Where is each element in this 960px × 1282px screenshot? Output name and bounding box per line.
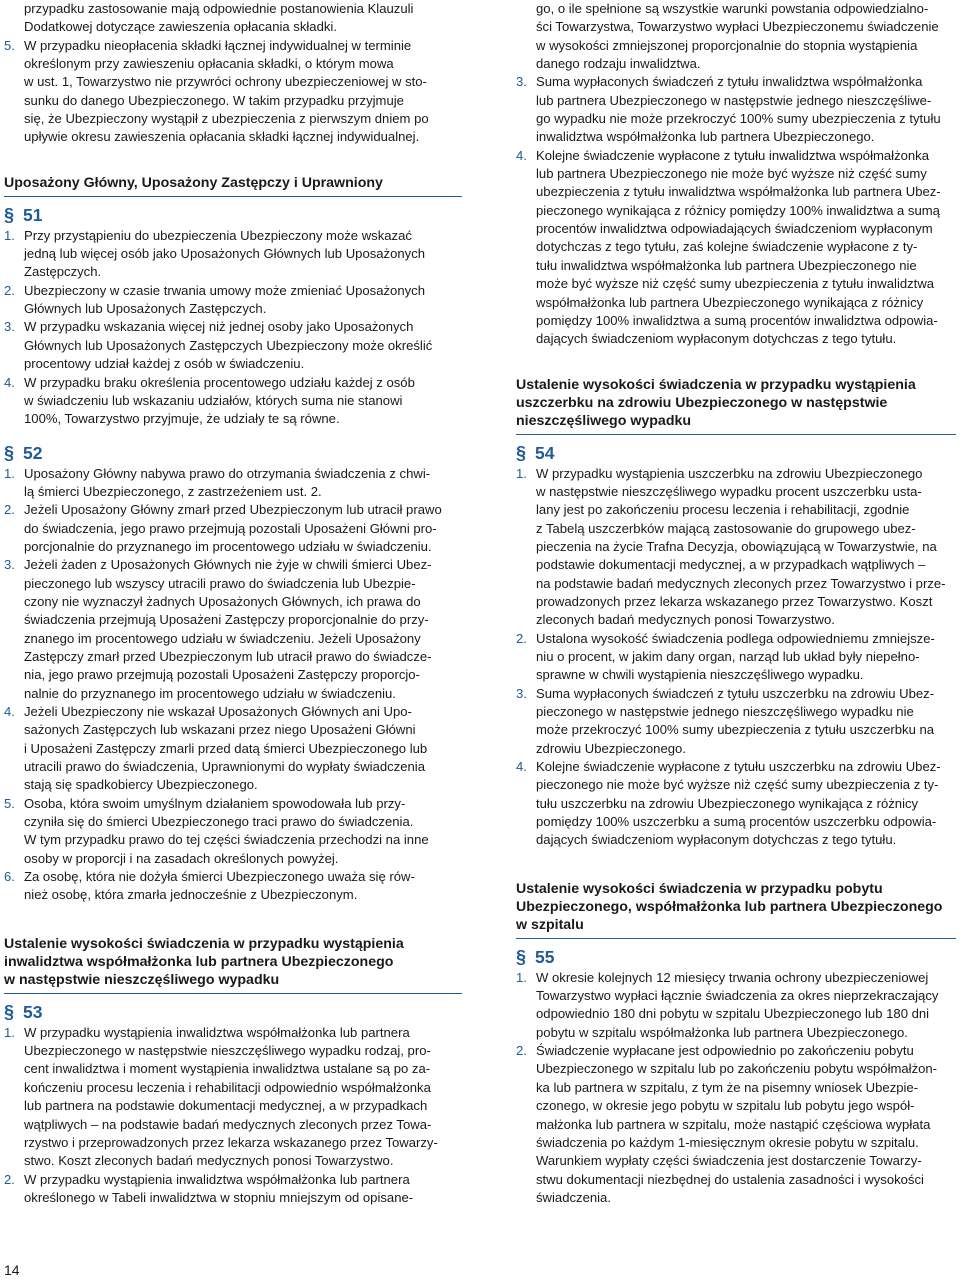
paragraph-54-list <box>516 465 956 850</box>
paragraph-53-title: § 53 <box>4 1001 43 1022</box>
list-item: 1. W okresie kolejnych 12 miesięcy trwania ochrony ubezpieczeniowej Towarzystwo wypłaci łącznie świadczenia za okres nieprzekraczający odpowiednio 180 dni pobytu w szpitalu Ubezpieczonego lub 180 dni pobytu w szpitalu współmałżonka lub partnera Ubezpieczonego. <box>516 969 939 1040</box>
section-heading-spouse-disability: Ustalenie wysokości świadczenia w przypadku wystąpienia inwalidztwa współmałżonka lub partnera Ubezpieczonego w następstwie nieszczęśliwego wypadku <box>4 935 462 994</box>
list-item: 4. Jeżeli Ubezpieczony nie wskazał Uposażonych Głównych ani Upo- sażonych Zastępczych lub wskazani przez niego Uposażeni Główni i Uposażeni Zastępczy zmarli przed datą śmierci Ubezpieczonego lub utracili prawo do świadczenia, Uprawnionymi do wypłaty świadczenia stają się spadkobiercy Ubezpieczonego. <box>4 704 428 793</box>
list-item: 4. W przypadku braku określenia procentowego udziału każdej z osób w świadczeniu lub wskazaniu udziałów, których suma nie stanowi 100%, Towarzystwo przyjmuje, że udziały te są równe. <box>4 374 415 427</box>
continuation-text: go, o ile spełnione są wszystkie warunki powstania odpowiedzialno- ści Towarzystwa, Towarzystwo wypłaci Ubezpieczonemu świadczenie w wysokości zmniejszonej proporcjonalnie do stopnia wystąpienia danego rodzaju inwalidztwa. <box>536 1 939 72</box>
list-item: 5. Osoba, która swoim umyślnym działaniem spowodowała lub przy- czyniła się do śmierci Ubezpieczonego traci prawo do świadczenia. W tym przypadku prawo do tej części świadczenia przechodzi na inne osoby w proporcji i na zasadach określonych powyżej. <box>4 795 429 866</box>
paragraph-53-list <box>4 1024 462 1207</box>
list-item: 6. Za osobę, która nie dożyła śmierci Ubezpieczonego uważa się rów- nież osobę, która zmarła jednocześnie z Ubezpieczonym. <box>4 869 415 903</box>
list-item: 1. Przy przystąpieniu do ubezpieczenia Ubezpieczony może wskazać jedną lub więcej osób jako Uposażonych Głównych lub Uposażonych Zastępczych. <box>4 227 426 280</box>
paragraph-55-list <box>516 969 956 1207</box>
continued-list <box>516 73 956 348</box>
item-number: 5. <box>4 37 15 53</box>
list-item: 2. W przypadku wystąpienia inwalidztwa współmałżonka lub partnera określonego w Tabeli inwalidztwa w stopniu mniejszym od opisane- <box>4 1171 414 1205</box>
paragraph-51-list <box>4 227 462 429</box>
section-heading-beneficiaries: Uposażony Główny, Uposażony Zastępczy i Uprawniony <box>4 174 462 197</box>
paragraph-51-title: § 51 <box>4 204 43 225</box>
section-heading-hospital: Ustalenie wysokości świadczenia w przypadku pobytu Ubezpieczonego, współmałżonka lub partnera Ubezpieczonego w szpitalu <box>516 880 956 939</box>
list-item: 1. Uposażony Główny nabywa prawo do otrzymania świadczenia z chwi- lą śmierci Ubezpieczonego, z zastrzeżeniem ust. 2. <box>4 465 431 499</box>
section-heading-injury: Ustalenie wysokości świadczenia w przypadku wystąpienia uszczerbku na zdrowiu Ubezpieczonego w następstwie nieszczęśliwego wypadku <box>516 376 956 435</box>
list-item: 2. Ubezpieczony w czasie trwania umowy może zmieniać Uposażonych Głównych lub Uposażonych Zastępczych. <box>4 282 425 317</box>
list-item: 3. W przypadku wskazania więcej niż jednej osoby jako Uposażonych Głównych lub Uposażonych Zastępczych Ubezpieczony może określić procentowy udział każdej z osób w świadczeniu. <box>4 319 433 372</box>
list-item: 3. Jeżeli żaden z Uposażonych Głównych nie żyje w chwili śmierci Ubez- pieczonego lub wszyscy utracili prawo do świadczenia lub Ubezpie- czony nie wyznaczył żadnych Uposażonych Głównych, ich prawa do świadczenia przejmują Uposażeni Zastępczy proporcjonalnie do przy- znanego im procentowego udziału w świadczeniu. Jeżeli Uposażony Zastępczy zmarł przed Ubezpieczonym lub utracił prawo do świadcze- nia, jego prawo przejmują pozostali Uposażeni Zastępczy proporcjo- nalnie do przyznanego im procentowego udziału w świadczeniu. <box>4 557 432 701</box>
paragraph-52-title: § 52 <box>4 442 43 463</box>
section-sign-icon: § <box>4 442 15 463</box>
item-text: W przypadku nieopłacenia składki łącznej indywidualnej w terminie określonym przy zawieszeniu opłacania składki, o którym mowa w ust. 1, Towarzystwo nie przywróci ochrony ubezpieczeniowej w sto- sunku do danego Ubezpieczonego. W takim przypadku przyjmuje się, że Ubezpieczony wystąpił z ubezpieczenia z pierwszym dniem po upływie okresu zawieszenia opłacania składki łącznej indywidualnej. <box>24 37 429 145</box>
list-item: 3. Suma wypłaconych świadczeń z tytułu uszczerbku na zdrowiu Ubez- pieczonego w następstwie jednego nieszczęśliwego wypadku nie może przekroczyć 100% sumy ubezpieczenia z tytułu uszczerbku na zdrowiu Ubezpieczonego. <box>516 685 935 756</box>
list-item: 2. Jeżeli Uposażony Główny zmarł przed Ubezpieczonym lub utracił prawo do świadczenia, jego prawo przejmują pozostali Uposażeni Główni pro- porcjonalnie do przyznanego im procentowego udziału w świadczeniu. <box>4 502 442 554</box>
section-sign-icon: § <box>516 946 527 967</box>
paragraph-52-list <box>4 465 462 905</box>
intro-continuation: przypadku zastosowanie mają odpowiednie postanowienia Klauzuli Dodatkowej dotyczące zawieszenia opłacania składki. <box>24 1 414 35</box>
list-item: 1. W przypadku wystąpienia uszczerbku na zdrowiu Ubezpieczonego w następstwie nieszczęśliwego wypadku procent uszczerbku usta- lany jest po zakończeniu procesu leczenia i rehabilitacji, zgodnie z Tabelą uszczerbków mającą zastosowanie do grupowego ubez- pieczenia na życie Trafna Decyzja, obowiązującą w Towarzystwie, na podstawie dokumentacji medycznej, a w przypadkach wątpliwych – na podstawie badań medycznych zleconych przez Towarzystwo i prze- prowadzonych przez lekarza wskazanego przez Towarzystwo. Koszt zleconych badań medycznych ponosi Towarzystwo. <box>516 465 946 628</box>
paragraph-55-title: § 55 <box>516 946 555 967</box>
right-column <box>516 0 956 1207</box>
list-item: 4. Kolejne świadczenie wypłacone z tytułu uszczerbku na zdrowiu Ubez- pieczonego nie może być wyższe niż część sumy ubezpieczenia z ty- tułu uszczerbku na zdrowiu Ubezpieczonego wynikająca z różnicy pomiędzy 100% uszczerbku a sumą procentów uszczerbku odpowia- dających świadczeniom wypłaconym dotychczas z tego tytułu. <box>516 759 941 848</box>
section-sign-icon: § <box>4 204 15 225</box>
list-item: 1. W przypadku wystąpienia inwalidztwa współmałżonka lub partnera Ubezpieczonego w następstwie nieszczęśliwego wypadku rodzaj, pro- cent inwalidztwa i moment wystąpienia inwalidztwa ustalane są po za- kończeniu procesu leczenia i rehabilitacji odpowiednio współmałżonka lub partnera na podstawie dokumentacji medycznej, a w przypadkach wątpliwych – na podstawie badań medycznych zleconych przez Towa- rzystwo i przeprowadzonych przez lekarza wskazanego przez Towarzy- stwo. Koszt zleconych badań medycznych ponosi Towarzystwo. <box>4 1024 438 1169</box>
list-item: 4. Kolejne świadczenie wypłacone z tytułu inwalidztwa współmałżonka lub partnera Ubezpieczonego nie może być wyższe niż część sumy ubezpieczenia z tytułu inwalidztwa współmałżonka lub partnera Ubez- pieczonego wynikająca z różnicy pomiędzy 100% inwalidztwa a sumą procentów inwalidztwa odpowiadających świadczeniom wypłaconym dotychczas z tego tytułu, zaś kolejne świadczenie wypłacone z ty- tułu inwalidztwa współmałżonka lub partnera Ubezpieczonego nie może być wyższe niż część sumy ubezpieczenia z tytułu inwalidztwa współmałżonka lub partnera Ubezpieczonego wynikająca z różnicy pomiędzy 100% inwalidztwa a sumą procentów inwalidztwa odpowia- dających świadczeniom wypłaconym dotychczas z tego tytułu. <box>516 147 941 347</box>
list-item: 2. Ustalona wysokość świadczenia podlega odpowiedniemu zmniejsze- niu o procent, w jakim dany organ, narząd lub układ były niepełno- sprawne w chwili wystąpienia nieszczęśliwego wypadku. <box>516 630 935 683</box>
left-column <box>4 0 462 1207</box>
list-item: 2. Świadczenie wypłacane jest odpowiednio po zakończeniu pobytu Ubezpieczonego w szpitalu lub po zakończeniu pobytu współmałżon- ka lub partnera w szpitalu, z tym że na pisemny wniosek Ubezpie- czonego, w okresie jego pobytu w szpitalu lub pobytu jego współ- małżonka lub partnera w szpitalu, może nastąpić częściowa wypłata świadczenia po każdym 1-miesięcznym okresie pobytu w szpitalu. Warunkiem wypłaty części świadczenia jest dostarczenie Towarzy- stwu dokumentacji niezbędnej do ustalenia zasadności i wysokości świadczenia. <box>516 1043 938 1205</box>
paragraph-54-title: § 54 <box>516 442 555 463</box>
intro-item-5 <box>4 37 462 147</box>
page-number: 14 <box>4 1262 20 1278</box>
section-sign-icon: § <box>4 1001 15 1022</box>
section-sign-icon: § <box>516 442 527 463</box>
list-item: 3. Suma wypłaconych świadczeń z tytułu inwalidztwa współmałżonka lub partnera Ubezpieczonego w następstwie jednego nieszczęśliwe- go wypadku nie może przekroczyć 100% sumy ubezpieczenia z tytułu inwalidztwa współmałżonka lub partnera Ubezpieczonego. <box>516 74 941 145</box>
